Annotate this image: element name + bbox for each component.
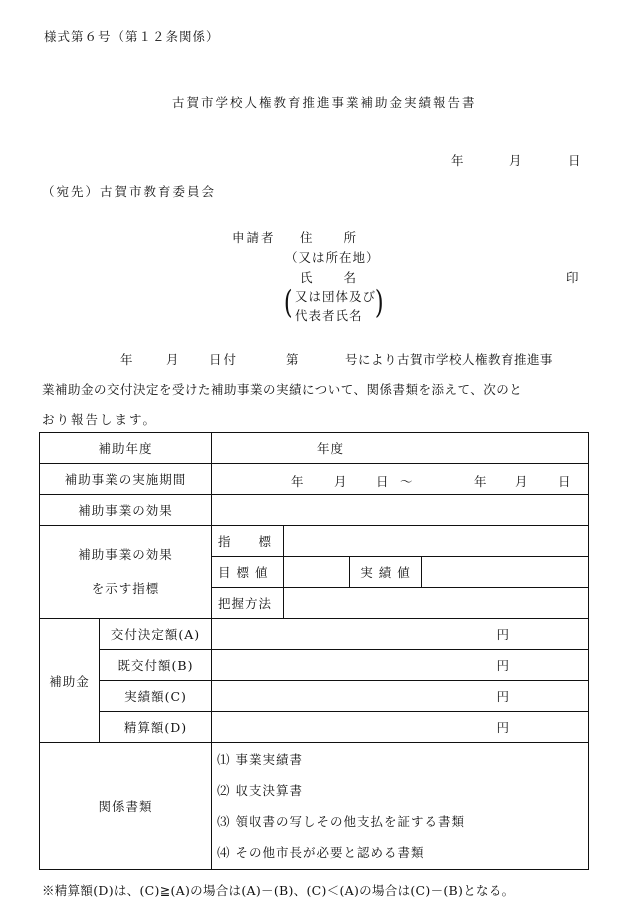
period-year-end: 年 [474,474,488,489]
subsidy-label: 補助金 [40,619,100,743]
period-row [40,464,589,495]
period-day-end: 日 [558,474,572,489]
address-label: 住 所 [300,230,359,245]
report-table [39,432,589,870]
page-title: 古賀市学校人権教育推進事業補助金実績報告書 [172,95,477,110]
fiscal-year-unit: 年度 [317,441,345,456]
body-text-line3: おり報告します。 [42,412,158,427]
docs-list [212,743,589,870]
close-bracket: ) [374,283,384,321]
yen-unit: 円 [496,720,511,735]
indicator-label-line1: 補助事業の効果 [78,547,173,562]
target-field[interactable] [284,557,350,588]
yen-unit: 円 [496,689,511,704]
actual-field[interactable] [422,557,589,588]
yen-unit: 円 [496,658,511,673]
open-bracket: ( [283,283,293,321]
indicator-label [40,526,212,619]
body-date: 日付 [209,352,239,367]
method-field[interactable] [284,588,589,619]
docs-row [40,743,589,870]
subsidy-amount-field[interactable] [212,712,589,743]
effect-field[interactable] [212,495,589,526]
method-label: 把握方法 [212,588,284,619]
date-year: 年 [451,153,464,168]
doc-item: ⑴ 事業実績書 [217,752,303,767]
indicator-field[interactable] [284,526,589,557]
fiscal-year-row [40,433,589,464]
indicator-label-line2: を示す指標 [91,581,160,596]
period-month-start: 月 [334,474,348,489]
subsidy-row-label: 実績額(C) [100,681,212,712]
subsidy-amount-field[interactable] [212,681,589,712]
subsidy-amount-field[interactable] [212,650,589,681]
form-number: 様式第６号（第１２条関係） [44,29,220,44]
name-alt-line1: 又は団体及び [295,289,377,304]
yen-unit: 円 [496,627,511,642]
subsidy-row-d [40,712,589,743]
body-year: 年 [120,352,133,367]
name-alt-line2: 代表者氏名 [295,308,363,323]
effect-row [40,495,589,526]
footnote: ※精算額(D)は、(C)≧(A)の場合は(A)－(B)、(C)＜(A)の場合は(C)－(B)となる。 [42,883,515,898]
period-field[interactable] [212,464,589,495]
subsidy-row-label: 精算額(D) [100,712,212,743]
doc-item: ⑵ 収支決算書 [217,783,303,798]
fiscal-year-label: 補助年度 [40,433,212,464]
target-label: 目 標 値 [212,557,284,588]
indicator-sub-label: 指 標 [212,526,284,557]
indicator-row [40,526,589,557]
subsidy-row-label: 交付決定額(A) [100,619,212,650]
subsidy-row-a [40,619,589,650]
fiscal-year-field[interactable] [212,433,589,464]
subsidy-amount-field[interactable] [212,619,589,650]
subsidy-row-c [40,681,589,712]
body-number-prefix: 第 [286,352,299,367]
body-month: 月 [166,352,179,367]
name-label: 氏 名 [300,270,359,285]
doc-item: ⑷ その他市長が必要と認める書類 [217,845,425,860]
date-month: 月 [509,153,522,168]
actual-label: 実 績 値 [350,557,422,588]
effect-label: 補助事業の効果 [40,495,212,526]
addressee: （宛先）古賀市教育委員会 [42,184,217,199]
subsidy-row-label: 既交付額(B) [100,650,212,681]
period-month-end: 月 [515,474,529,489]
period-label: 補助事業の実施期間 [40,464,212,495]
applicant-label: 申請者 [232,230,276,245]
date-day: 日 [568,153,581,168]
address-alt-label: （又は所在地） [285,250,380,265]
doc-item: ⑶ 領収書の写しその他支払を証する書類 [217,814,465,829]
docs-label: 関係書類 [40,743,212,870]
period-day-start: 日 [376,474,390,489]
period-tilde: ～ [400,474,414,489]
period-year-start: 年 [291,474,305,489]
seal-mark: 印 [566,270,579,285]
body-text-line1: 号により古賀市学校人権教育推進事 [345,352,554,367]
body-text-line2: 業補助金の交付決定を受けた補助事業の実績について、関係書類を添えて、次のと [42,382,523,397]
subsidy-row-b [40,650,589,681]
